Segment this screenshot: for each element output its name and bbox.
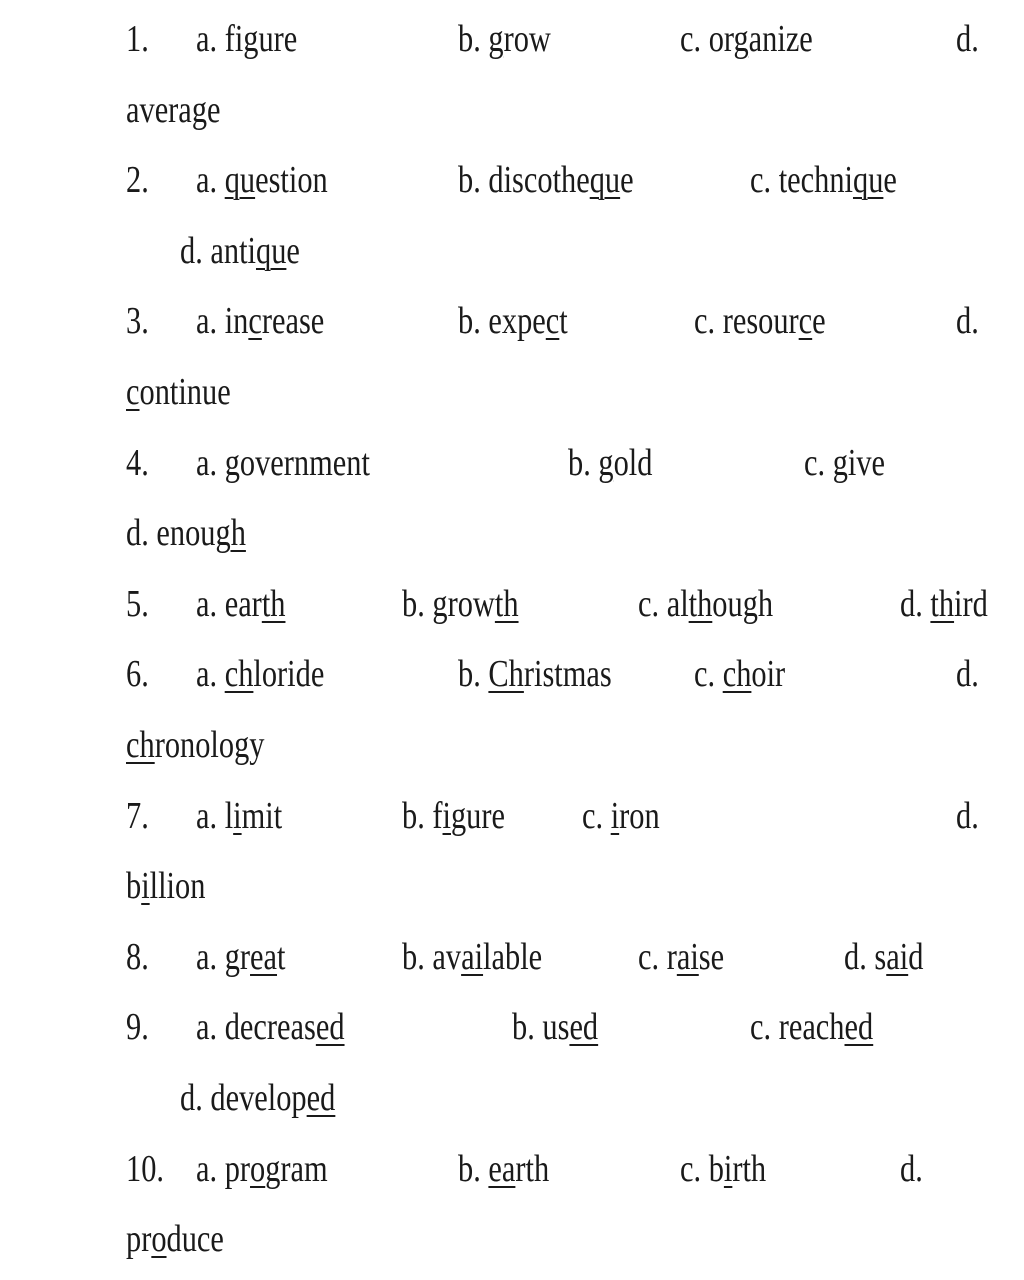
option-b bbox=[458, 639, 612, 709]
underlined-sound: ea bbox=[250, 936, 278, 978]
underlined-sound: o bbox=[250, 1148, 266, 1190]
option-letter: a. bbox=[196, 1006, 218, 1048]
question-line bbox=[0, 922, 1024, 992]
word-part: ure bbox=[258, 18, 298, 60]
word-part: in bbox=[224, 300, 249, 342]
word-part: e bbox=[286, 230, 300, 272]
underlined-sound: ea bbox=[488, 1148, 516, 1190]
word-part: av bbox=[432, 936, 462, 978]
word-part: d bbox=[908, 936, 924, 978]
word-part: overnment bbox=[239, 442, 370, 484]
option-d bbox=[956, 781, 979, 851]
question-line bbox=[0, 851, 1024, 921]
underlined-sound: o bbox=[151, 1218, 167, 1260]
word-part: gram bbox=[265, 1148, 328, 1190]
option-d bbox=[126, 710, 264, 780]
underlined-sound: th bbox=[688, 583, 713, 625]
option-a bbox=[196, 286, 324, 356]
underlined-sound: ai bbox=[886, 936, 909, 978]
word-part: b bbox=[126, 865, 142, 907]
word-part: loride bbox=[253, 653, 325, 695]
underlined-sound: g bbox=[598, 442, 614, 484]
word-part: develop bbox=[210, 1077, 307, 1119]
question-line bbox=[0, 569, 1024, 639]
word-part: pr bbox=[224, 1148, 251, 1190]
underlined-sound: th bbox=[930, 583, 955, 625]
underlined-sound: qu bbox=[589, 159, 621, 201]
word-part: t bbox=[277, 936, 286, 978]
option-letter: a. bbox=[196, 936, 218, 978]
option-letter: a. bbox=[196, 583, 218, 625]
word-part: pr bbox=[126, 1218, 152, 1260]
word-part: e bbox=[620, 159, 634, 201]
option-d bbox=[956, 286, 979, 356]
option-letter: c. bbox=[694, 653, 716, 695]
underlined-sound: i bbox=[141, 865, 150, 907]
option-letter: a. bbox=[196, 300, 218, 342]
question-line bbox=[0, 357, 1024, 427]
word-part: discothe bbox=[488, 159, 590, 201]
underlined-sound: g bbox=[224, 442, 240, 484]
option-a bbox=[196, 922, 285, 992]
question-line bbox=[0, 710, 1024, 780]
question-line bbox=[0, 428, 1024, 498]
option-d bbox=[900, 1134, 923, 1204]
option-letter: c. bbox=[638, 583, 660, 625]
word-part: enou bbox=[156, 512, 216, 554]
option-b bbox=[458, 286, 568, 356]
option-c bbox=[750, 992, 873, 1062]
option-d bbox=[956, 639, 979, 709]
underlined-sound: qu bbox=[852, 159, 884, 201]
option-letter: c. bbox=[804, 442, 826, 484]
option-c bbox=[638, 569, 773, 639]
word-part: l bbox=[224, 795, 234, 837]
underlined-sound: ch bbox=[722, 653, 752, 695]
option-c bbox=[750, 145, 897, 215]
option-letter: b. bbox=[512, 1006, 535, 1048]
word-part: ough bbox=[712, 583, 774, 625]
option-letter: a. bbox=[196, 18, 218, 60]
option-d bbox=[180, 216, 300, 286]
option-c bbox=[694, 639, 785, 709]
underlined-sound: ch bbox=[126, 724, 155, 766]
option-letter: d. bbox=[844, 936, 867, 978]
question-line bbox=[0, 639, 1024, 709]
option-a bbox=[196, 4, 297, 74]
option-letter: d. bbox=[900, 583, 923, 625]
question-line bbox=[0, 1063, 1024, 1133]
underlined-sound: th bbox=[261, 583, 286, 625]
option-c bbox=[804, 428, 885, 498]
word-part: anize bbox=[748, 18, 813, 60]
word-part: oir bbox=[751, 653, 786, 695]
option-letter: b. bbox=[402, 795, 425, 837]
underlined-sound: g bbox=[832, 442, 848, 484]
underlined-sound: ed bbox=[306, 1077, 336, 1119]
word-part: techni bbox=[778, 159, 853, 201]
underlined-sound: c bbox=[545, 300, 560, 342]
word-part: gure bbox=[450, 795, 505, 837]
option-letter: b. bbox=[402, 936, 425, 978]
underlined-sound: i bbox=[442, 795, 451, 837]
option-letter: c. bbox=[750, 1006, 772, 1048]
option-letter: b. bbox=[568, 442, 591, 484]
underlined-sound: qu bbox=[224, 159, 256, 201]
question-line bbox=[0, 781, 1024, 851]
underlined-sound: g bbox=[243, 18, 259, 60]
word-part: estion bbox=[255, 159, 328, 201]
option-c bbox=[680, 4, 813, 74]
question-line bbox=[0, 1134, 1024, 1204]
word-part: f bbox=[432, 795, 443, 837]
option-letter: c. bbox=[582, 795, 604, 837]
option-letter: d. bbox=[180, 230, 203, 272]
option-letter: a. bbox=[196, 159, 218, 201]
option-letter: c. bbox=[694, 300, 716, 342]
word-part: rth bbox=[732, 1148, 767, 1190]
option-letter: b. bbox=[458, 300, 481, 342]
word-part: reach bbox=[778, 1006, 845, 1048]
option-a bbox=[196, 639, 324, 709]
question-number: 1. bbox=[126, 18, 149, 60]
word-part: row bbox=[503, 18, 551, 60]
option-letter: d. bbox=[956, 795, 979, 837]
option-letter: a. bbox=[196, 653, 218, 695]
word-part: grow bbox=[432, 583, 495, 625]
option-letter: c. bbox=[680, 1148, 702, 1190]
word-part: se bbox=[698, 936, 725, 978]
word-part: ristmas bbox=[523, 653, 612, 695]
option-d bbox=[126, 851, 205, 921]
question-number: 10. bbox=[126, 1148, 164, 1190]
option-c bbox=[680, 1134, 766, 1204]
option-letter: d. bbox=[956, 18, 979, 60]
option-c bbox=[582, 781, 660, 851]
word-part: ive bbox=[847, 442, 886, 484]
word-part: e bbox=[883, 159, 897, 201]
underlined-sound: c bbox=[126, 371, 140, 413]
option-b bbox=[402, 781, 505, 851]
word-part: fi bbox=[224, 18, 244, 60]
option-letter: a. bbox=[196, 795, 218, 837]
word-part: gr bbox=[224, 936, 251, 978]
option-a bbox=[196, 428, 370, 498]
option-letter: c. bbox=[750, 159, 772, 201]
underlined-sound: ai bbox=[461, 936, 484, 978]
underlined-sound: i bbox=[723, 1148, 733, 1190]
option-letter: d. bbox=[126, 512, 149, 554]
option-b bbox=[568, 428, 652, 498]
underlined-sound: ed bbox=[569, 1006, 599, 1048]
option-letter: a. bbox=[196, 442, 218, 484]
word-part: resour bbox=[722, 300, 799, 342]
option-b bbox=[458, 1134, 549, 1204]
question-number: 6. bbox=[126, 653, 149, 695]
word-part: ontinue bbox=[139, 371, 231, 413]
option-letter: c. bbox=[680, 18, 702, 60]
underlined-sound: i bbox=[610, 795, 620, 837]
word-part: ear bbox=[224, 583, 262, 625]
option-b bbox=[402, 922, 542, 992]
question-number: 5. bbox=[126, 583, 149, 625]
underlined-sound: ed bbox=[844, 1006, 874, 1048]
word-part: s bbox=[874, 936, 887, 978]
underlined-sound: ed bbox=[315, 1006, 345, 1048]
option-letter: a. bbox=[196, 1148, 218, 1190]
word-part: lable bbox=[483, 936, 543, 978]
underlined-sound: ch bbox=[224, 653, 254, 695]
option-b bbox=[458, 4, 551, 74]
word-part: avera bbox=[126, 89, 192, 131]
underlined-sound: Ch bbox=[488, 653, 524, 695]
underlined-sound: i bbox=[233, 795, 242, 837]
word-part: e bbox=[207, 89, 221, 131]
underlined-sound: g bbox=[191, 89, 208, 131]
word-part: mit bbox=[241, 795, 283, 837]
option-d bbox=[900, 569, 988, 639]
word-part: old bbox=[613, 442, 653, 484]
option-letter: d. bbox=[900, 1148, 923, 1190]
word-part: expe bbox=[488, 300, 546, 342]
question-number: 8. bbox=[126, 936, 149, 978]
underlined-sound: c bbox=[798, 300, 813, 342]
option-b bbox=[512, 992, 598, 1062]
question-line bbox=[0, 216, 1024, 286]
option-b bbox=[402, 569, 519, 639]
underlined-sound: g bbox=[488, 18, 504, 60]
question-line bbox=[0, 1204, 1024, 1274]
underlined-sound: g bbox=[733, 18, 749, 60]
option-a bbox=[196, 992, 345, 1062]
option-d bbox=[844, 922, 923, 992]
option-letter: d. bbox=[956, 300, 979, 342]
word-part: b bbox=[708, 1148, 724, 1190]
word-part: duce bbox=[166, 1218, 224, 1260]
option-letter: b. bbox=[402, 583, 425, 625]
word-part: ron bbox=[619, 795, 660, 837]
underlined-sound: th bbox=[494, 583, 519, 625]
option-letter: b. bbox=[458, 159, 481, 201]
option-a bbox=[196, 781, 282, 851]
underlined-sound: qu bbox=[255, 230, 287, 272]
word-part: al bbox=[666, 583, 689, 625]
word-part: anti bbox=[210, 230, 256, 272]
question-number: 9. bbox=[126, 1006, 149, 1048]
question-number: 2. bbox=[126, 159, 149, 201]
option-letter: b. bbox=[458, 18, 481, 60]
question-number: 4. bbox=[126, 442, 149, 484]
underlined-sound: gh bbox=[215, 512, 246, 554]
option-d bbox=[126, 498, 246, 568]
option-a bbox=[196, 145, 328, 215]
question-line bbox=[0, 498, 1024, 568]
question-line bbox=[0, 286, 1024, 356]
option-letter: c. bbox=[638, 936, 660, 978]
option-c bbox=[694, 286, 826, 356]
question-line bbox=[0, 75, 1024, 145]
word-part: r bbox=[666, 936, 677, 978]
question-line bbox=[0, 4, 1024, 74]
option-letter: d. bbox=[956, 653, 979, 695]
option-letter: b. bbox=[458, 1148, 481, 1190]
option-d bbox=[126, 357, 231, 427]
option-d bbox=[126, 75, 221, 145]
option-letter: d. bbox=[180, 1077, 203, 1119]
option-d bbox=[126, 1204, 224, 1274]
option-d bbox=[180, 1063, 335, 1133]
word-part: us bbox=[542, 1006, 570, 1048]
option-a bbox=[196, 1134, 328, 1204]
option-a bbox=[196, 569, 285, 639]
word-part: e bbox=[812, 300, 826, 342]
underlined-sound: c bbox=[248, 300, 262, 342]
underlined-sound: ai bbox=[676, 936, 699, 978]
word-part: or bbox=[708, 18, 734, 60]
question-line bbox=[0, 145, 1024, 215]
option-d bbox=[956, 4, 979, 74]
word-part: t bbox=[559, 300, 568, 342]
word-part: llion bbox=[149, 865, 206, 907]
option-letter: b. bbox=[458, 653, 481, 695]
word-part: decreas bbox=[224, 1006, 316, 1048]
question-line bbox=[0, 992, 1024, 1062]
word-part: rease bbox=[261, 300, 325, 342]
question-number: 7. bbox=[126, 795, 149, 837]
option-c bbox=[638, 922, 724, 992]
question-number: 3. bbox=[126, 300, 149, 342]
word-part: ird bbox=[954, 583, 988, 625]
word-part: ronology bbox=[154, 724, 265, 766]
word-part: rth bbox=[515, 1148, 550, 1190]
option-b bbox=[458, 145, 634, 215]
